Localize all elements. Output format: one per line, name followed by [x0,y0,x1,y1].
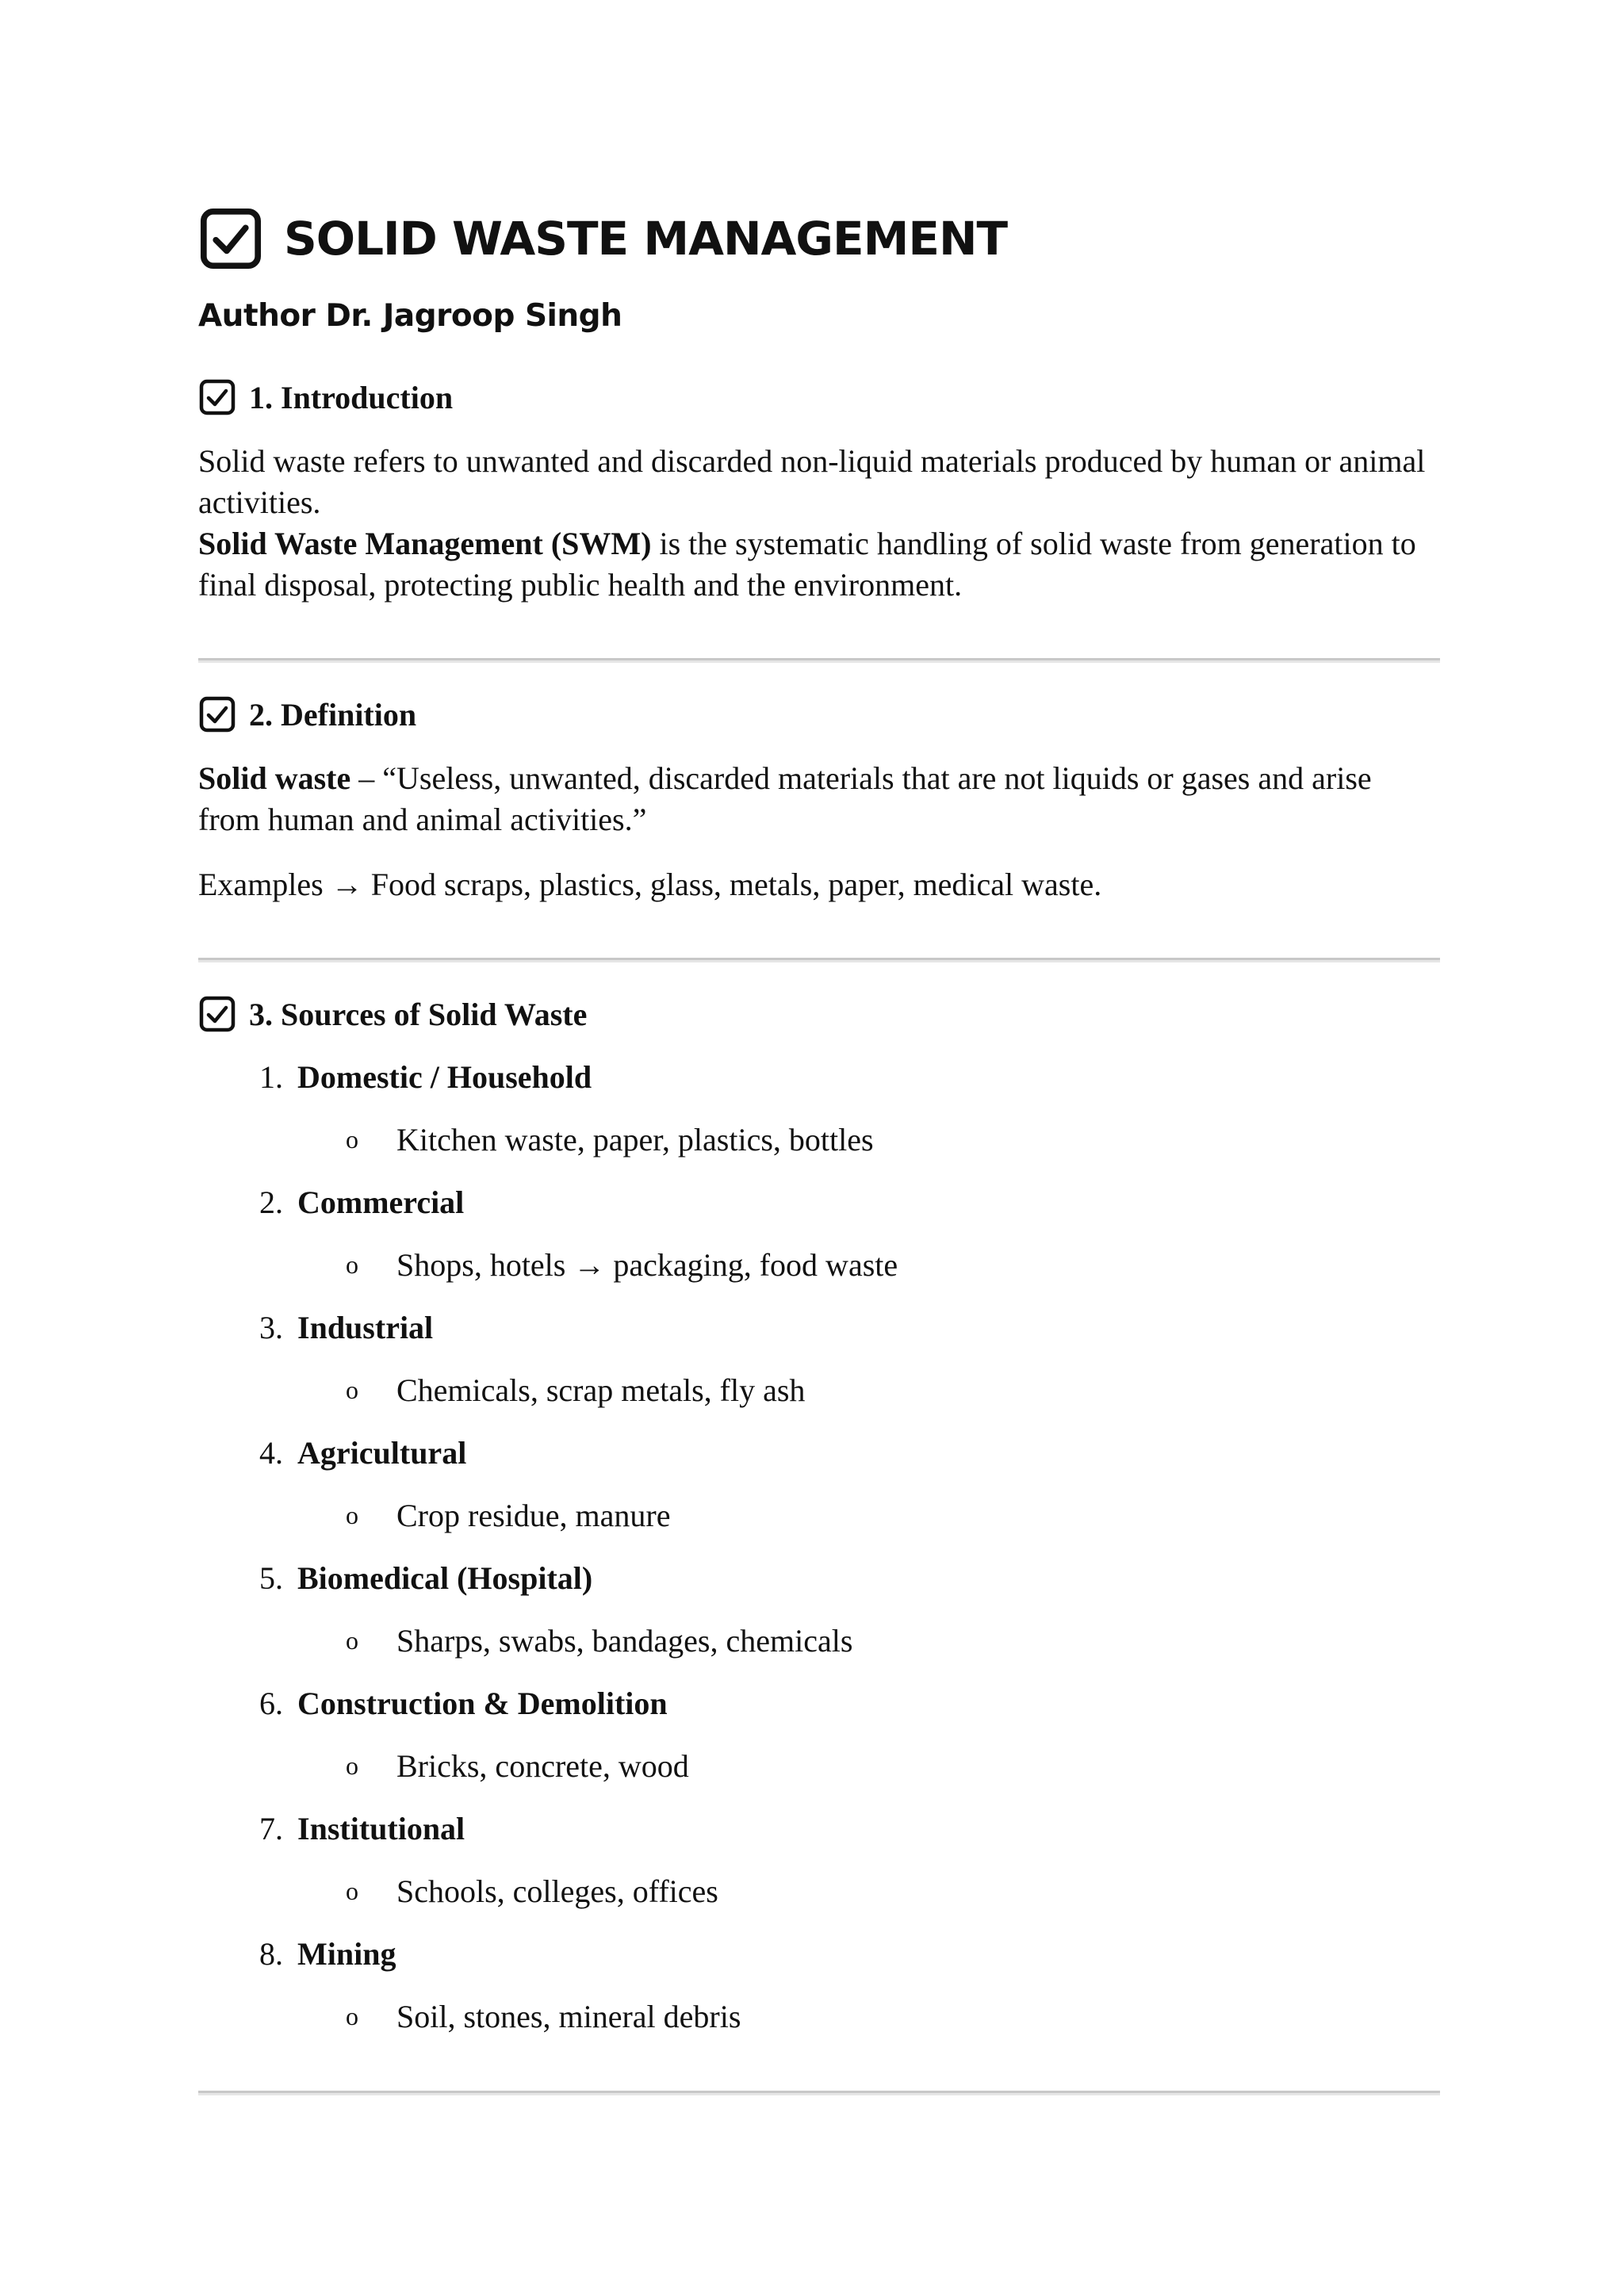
horizontal-divider [198,958,1440,962]
list-item-label: Industrial [297,1310,434,1345]
list-item-number: 1. [259,1059,283,1095]
sub-bullet-icon: o [346,1626,358,1655]
section-title: 2. Definition [249,696,417,733]
list-item-detail: Bricks, concrete, wood [396,1748,689,1784]
list-item-label: Domestic / Household [297,1059,592,1095]
list-item-label: Agricultural [297,1435,467,1471]
list-item-detail: Sharps, swabs, bandages, chemicals [396,1623,853,1659]
sub-bullet-icon: o [346,1250,358,1279]
list-item-number: 2. [259,1184,283,1220]
checkbox-checked-icon [198,378,236,416]
sub-bullet-icon: o [346,1376,358,1404]
definition-term: Solid waste [198,760,351,796]
horizontal-divider [198,2091,1440,2095]
sub-bullet-icon: o [346,1501,358,1529]
examples-text: Examples → Food scraps, plastics, glass, metals, paper, medical waste. [198,867,1102,902]
list-item-detail: Crop residue, manure [396,1498,671,1533]
swm-term: Solid Waste Management (SWM) [198,526,652,561]
list-item-label: Mining [297,1936,396,1972]
list-item-number: 5. [259,1560,283,1596]
definition-paragraph [198,758,1440,840]
checkbox-checked-icon [198,995,236,1033]
sub-bullet-icon: o [346,1125,358,1154]
list-item-detail: Shops, hotels → packaging, food waste [396,1247,898,1283]
checkbox-checked-icon [198,206,263,271]
intro-text: Solid waste refers to unwanted and discarded non-liquid materials produced by human or animal activities. [198,443,1426,520]
section-title: 1. Introduction [249,379,454,415]
document-title-text: SOLID WASTE MANAGEMENT [284,212,1008,266]
list-item-number: 8. [259,1936,283,1972]
list-item-label: Commercial [297,1184,465,1220]
list-item-detail: Kitchen waste, paper, plastics, bottles [396,1122,874,1158]
list-item-label: Institutional [297,1811,465,1846]
author-line: Author Dr. Jagroop Singh [198,298,622,334]
checkbox-checked-icon [198,695,236,733]
document-title [198,205,1007,273]
definition-text: – “Useless, unwanted, discarded materials that are not liquids or gases and arise from human and animal activities.” [198,760,1372,837]
swm-description: is the systematic handling of solid waste from generation to final disposal, protecting public health and the environment. [198,526,1416,603]
section-heading-definition [198,695,416,734]
list-item-detail: Soil, stones, mineral debris [396,1999,741,2034]
list-item-label: Biomedical (Hospital) [297,1560,593,1596]
horizontal-divider [198,658,1440,663]
examples-paragraph [198,864,1440,905]
section-heading-sources [198,994,587,1034]
section-heading-introduction [198,377,453,417]
list-item-number: 3. [259,1310,283,1345]
list-item-label: Construction & Demolition [297,1686,668,1721]
sub-bullet-icon: o [346,2002,358,2030]
intro-paragraph [198,441,1440,606]
sub-bullet-icon: o [346,1877,358,1905]
section-title: 3. Sources of Solid Waste [249,996,588,1032]
list-item-number: 7. [259,1811,283,1846]
list-item-number: 4. [259,1435,283,1471]
sub-bullet-icon: o [346,1751,358,1780]
list-item-detail: Chemicals, scrap metals, fly ash [396,1372,806,1408]
list-item-number: 6. [259,1686,283,1721]
list-item-detail: Schools, colleges, offices [396,1873,718,1909]
